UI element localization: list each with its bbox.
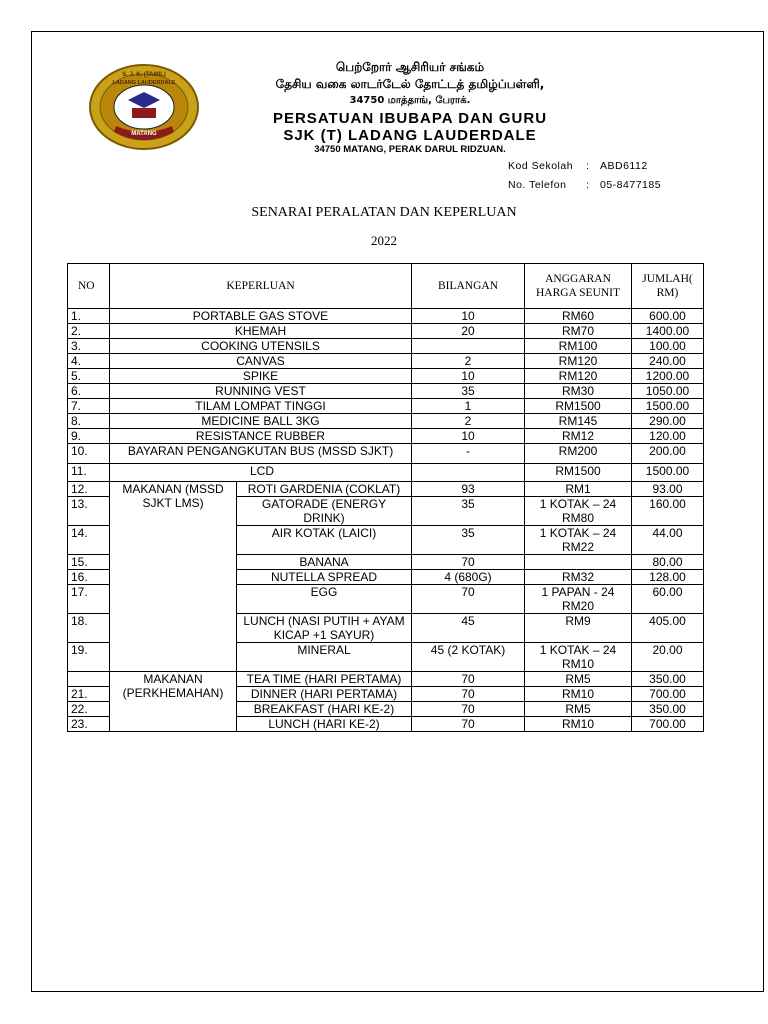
row-no: 14. (68, 526, 110, 555)
row-qty: 70 (412, 672, 525, 687)
table-row (68, 464, 704, 482)
row-item: MINERAL (237, 643, 412, 672)
phone-number: No. Telefon : 05-8477185 (508, 179, 662, 191)
school-name: SJK (T) LADANG LAUDERDALE (283, 127, 537, 144)
group-makanan-mssd: MAKANAN (MSSD SJKT LMS) (110, 482, 237, 672)
row-item: BREAKFAST (HARI KE-2) (237, 702, 412, 717)
row-total: 700.00 (632, 717, 704, 732)
row-qty: 35 (412, 497, 525, 526)
row-no: 10. (68, 444, 110, 464)
row-no: 7. (68, 399, 110, 414)
row-no: 8. (68, 414, 110, 429)
row-item: CANVAS (110, 354, 412, 369)
row-no: 1. (68, 309, 110, 324)
row-total: 1400.00 (632, 324, 704, 339)
row-total: 20.00 (632, 643, 704, 672)
row-total: 405.00 (632, 614, 704, 643)
row-total: 1500.00 (632, 464, 704, 482)
header-jumlah: JUMLAH( RM) (632, 264, 704, 309)
header-no: NO (68, 264, 110, 309)
row-qty: 35 (412, 526, 525, 555)
row-price: RM1500 (525, 399, 632, 414)
row-qty: 10 (412, 369, 525, 384)
svg-text:LADANG LAUDERDALE: LADANG LAUDERDALE (112, 80, 176, 86)
row-price: RM12 (525, 429, 632, 444)
header-bilangan: BILANGAN (412, 264, 525, 309)
row-no: 15. (68, 555, 110, 570)
row-item: BAYARAN PENGANGKUTAN BUS (MSSD SJKT) (110, 444, 412, 464)
row-total: 1500.00 (632, 399, 704, 414)
table-row (68, 444, 704, 464)
table-row (68, 672, 704, 687)
row-price: RM5 (525, 672, 632, 687)
row-item: GATORADE (ENERGY DRINK) (237, 497, 412, 526)
row-price: 1 KOTAK – 24 RM80 (525, 497, 632, 526)
svg-text:MATANG: MATANG (131, 131, 157, 137)
row-qty (412, 339, 525, 354)
tamil-address: 34750 மாத்தாங், பேராக். (349, 95, 471, 106)
phone-value: 05-8477185 (600, 179, 662, 191)
row-total: 1200.00 (632, 369, 704, 384)
table-row (68, 339, 704, 354)
row-total: 93.00 (632, 482, 704, 497)
table-row (68, 384, 704, 399)
row-price: RM5 (525, 702, 632, 717)
row-price: RM70 (525, 324, 632, 339)
document-title: SENARAI PERALATAN DAN KEPERLUAN (251, 205, 517, 220)
table-row (68, 369, 704, 384)
row-price: RM9 (525, 614, 632, 643)
row-qty: 20 (412, 324, 525, 339)
row-total: 120.00 (632, 429, 704, 444)
row-no: 19. (68, 643, 110, 672)
row-no: 12. (68, 482, 110, 497)
row-no: 5. (68, 369, 110, 384)
row-no: 22. (68, 702, 110, 717)
row-qty: 2 (412, 414, 525, 429)
row-qty: 70 (412, 555, 525, 570)
row-total: 60.00 (632, 585, 704, 614)
row-item: LCD (110, 464, 412, 482)
row-price: RM30 (525, 384, 632, 399)
row-total: 350.00 (632, 702, 704, 717)
row-price: 1 KOTAK – 24 RM10 (525, 643, 632, 672)
table-row (68, 309, 704, 324)
school-code-label: Kod Sekolah (508, 160, 574, 172)
table-header-row (68, 264, 704, 309)
row-price: RM120 (525, 369, 632, 384)
row-no (68, 672, 110, 687)
row-price: RM60 (525, 309, 632, 324)
group-makanan-perkhemahan: MAKANAN (PERKHEMAHAN) (110, 672, 237, 732)
row-item: PORTABLE GAS STOVE (110, 309, 412, 324)
row-total: 600.00 (632, 309, 704, 324)
equipment-table (67, 263, 704, 732)
row-total: 700.00 (632, 687, 704, 702)
table-row (68, 482, 704, 497)
tamil-school-name: தேசிய வகை லாடர்டேல் தோட்டத் தமிழ்ப்பள்ளி, (275, 77, 545, 91)
table-row (68, 354, 704, 369)
row-item: EGG (237, 585, 412, 614)
row-price: RM200 (525, 444, 632, 464)
row-item: AIR KOTAK (LAICI) (237, 526, 412, 555)
row-qty: - (412, 444, 525, 464)
row-no: 23. (68, 717, 110, 732)
row-qty: 10 (412, 429, 525, 444)
row-total: 80.00 (632, 555, 704, 570)
phone-label: No. Telefon (508, 179, 567, 191)
row-price: RM145 (525, 414, 632, 429)
row-item: SPIKE (110, 369, 412, 384)
row-total: 290.00 (632, 414, 704, 429)
row-item: RUNNING VEST (110, 384, 412, 399)
row-item: TILAM LOMPAT TINGGI (110, 399, 412, 414)
row-price: RM1500 (525, 464, 632, 482)
row-item: TEA TIME (HARI PERTAMA) (237, 672, 412, 687)
row-item: LUNCH (NASI PUTIH + AYAM KICAP +1 SAYUR) (237, 614, 412, 643)
row-qty: 93 (412, 482, 525, 497)
row-qty: 70 (412, 585, 525, 614)
row-total: 128.00 (632, 570, 704, 585)
row-qty: 2 (412, 354, 525, 369)
school-address: 34750 MATANG, PERAK DARUL RIDZUAN. (314, 144, 506, 155)
row-no: 17. (68, 585, 110, 614)
row-price: RM1 (525, 482, 632, 497)
school-code: Kod Sekolah : ABD6112 (508, 160, 648, 172)
org-name: PERSATUAN IBUBAPA DAN GURU (272, 110, 548, 127)
row-no: 9. (68, 429, 110, 444)
row-item: LUNCH (HARI KE-2) (237, 717, 412, 732)
row-total: 1050.00 (632, 384, 704, 399)
row-item: ROTI GARDENIA (COKLAT) (237, 482, 412, 497)
row-total: 100.00 (632, 339, 704, 354)
row-no: 13. (68, 497, 110, 526)
row-qty: 45 (2 KOTAK) (412, 643, 525, 672)
row-price: 1 PAPAN - 24 RM20 (525, 585, 632, 614)
row-item: DINNER (HARI PERTAMA) (237, 687, 412, 702)
row-price: RM100 (525, 339, 632, 354)
table-row (68, 399, 704, 414)
row-item: MEDICINE BALL 3KG (110, 414, 412, 429)
row-price: RM120 (525, 354, 632, 369)
row-total: 200.00 (632, 444, 704, 464)
row-item: COOKING UTENSILS (110, 339, 412, 354)
header-anggaran: ANGGARAN HARGA SEUNIT (525, 264, 632, 309)
row-total: 350.00 (632, 672, 704, 687)
row-qty: 1 (412, 399, 525, 414)
row-no: 3. (68, 339, 110, 354)
row-item: KHEMAH (110, 324, 412, 339)
table-row (68, 429, 704, 444)
table-row (68, 414, 704, 429)
row-qty: 4 (680G) (412, 570, 525, 585)
row-no: 16. (68, 570, 110, 585)
row-qty: 45 (412, 614, 525, 643)
row-price: RM32 (525, 570, 632, 585)
row-no: 2. (68, 324, 110, 339)
row-total: 44.00 (632, 526, 704, 555)
school-logo (88, 62, 200, 152)
row-total: 160.00 (632, 497, 704, 526)
row-price (525, 555, 632, 570)
row-no: 18. (68, 614, 110, 643)
row-no: 6. (68, 384, 110, 399)
row-item: BANANA (237, 555, 412, 570)
table-row (68, 324, 704, 339)
row-item: RESISTANCE RUBBER (110, 429, 412, 444)
row-qty: 35 (412, 384, 525, 399)
row-no: 4. (68, 354, 110, 369)
row-total: 240.00 (632, 354, 704, 369)
row-price: RM10 (525, 687, 632, 702)
header-keperluan: KEPERLUAN (110, 264, 412, 309)
row-item: NUTELLA SPREAD (237, 570, 412, 585)
row-no: 21. (68, 687, 110, 702)
row-price: RM10 (525, 717, 632, 732)
row-qty: 70 (412, 687, 525, 702)
school-code-value: ABD6112 (600, 160, 648, 172)
tamil-org-name: பெற்றோர் ஆசிரியர் சங்கம் (335, 60, 485, 74)
row-qty: 70 (412, 717, 525, 732)
row-qty: 10 (412, 309, 525, 324)
row-no: 11. (68, 464, 110, 482)
svg-text:S. J. K. (TAMIL): S. J. K. (TAMIL) (122, 72, 166, 78)
row-qty: 70 (412, 702, 525, 717)
document-year: 2022 (371, 233, 397, 248)
row-price: 1 KOTAK – 24 RM22 (525, 526, 632, 555)
row-qty (412, 464, 525, 482)
